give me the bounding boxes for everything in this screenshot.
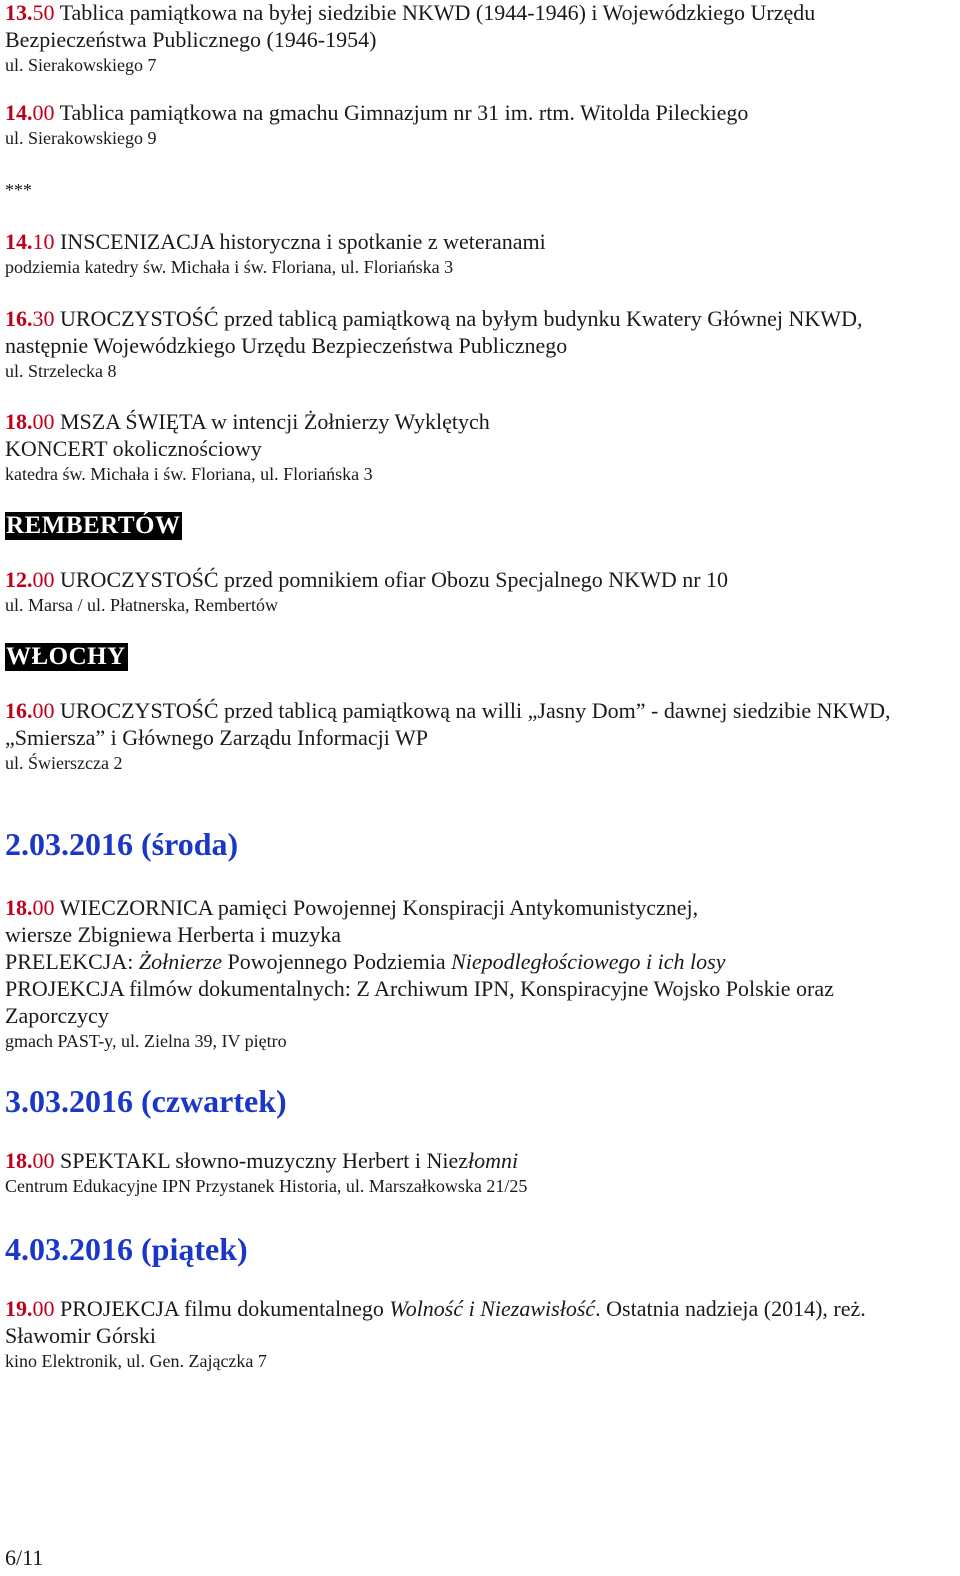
event-time: 16.30 xyxy=(5,306,55,331)
event-text: MSZA ŚWIĘTA w intencji Żołnierzy Wyklętych xyxy=(60,409,490,434)
event-text: UROCZYSTOŚĆ przed tablicą pamiątkową na byłym budynku Kwatery Głównej NKWD, xyxy=(60,306,863,331)
event-time: 13.50 xyxy=(5,0,55,25)
event-text: Tablica pamiątkowa na byłej siedzibie NKWD (1944-1946) i Wojewódzkiego Urzędu xyxy=(59,0,816,25)
event-time: 14.10 xyxy=(5,229,55,254)
event-4 xyxy=(5,305,862,383)
district-heading-rembertow xyxy=(5,512,182,540)
event-text: Zaporczycy xyxy=(5,1003,109,1028)
event-time: 19.00 xyxy=(5,1296,55,1321)
event-time: 16.00 xyxy=(5,698,55,723)
event-text: INSCENIZACJA historyczna i spotkanie z weteranami xyxy=(60,229,546,254)
event-8 xyxy=(5,894,834,1053)
event-address: kino Elektronik, ul. Gen. Zajączka 7 xyxy=(5,1351,267,1371)
separator: *** xyxy=(5,180,32,200)
event-address: ul. Marsa / ul. Płatnerska, Rembertów xyxy=(5,595,278,615)
event-time: 18.00 xyxy=(5,895,55,920)
event-address: ul. Strzelecka 8 xyxy=(5,361,117,381)
district-label: WŁOCHY xyxy=(6,643,126,670)
event-time: 14.00 xyxy=(5,100,55,125)
event-1 xyxy=(5,0,815,77)
event-text: Sławomir Górski xyxy=(5,1323,156,1348)
event-text: Bezpieczeństwa Publicznego (1946-1954) xyxy=(5,27,377,52)
event-address: podziemia katedry św. Michała i św. Floriana, ul. Floriańska 3 xyxy=(5,257,454,277)
event-text: „Smiersza” i Głównego Zarządu Informacji WP xyxy=(5,725,428,750)
event-address: ul. Sierakowskiego 9 xyxy=(5,128,157,148)
event-text-italic: Wolność i Niezawisłość xyxy=(389,1296,596,1321)
event-5 xyxy=(5,408,490,486)
event-3 xyxy=(5,228,546,279)
event-address: katedra św. Michała i św. Floriana, ul. Floriańska 3 xyxy=(5,464,373,484)
date-heading: 4.03.2016 (piątek) xyxy=(5,1231,248,1267)
event-text: wiersze Zbigniewa Herberta i muzyka xyxy=(5,922,341,947)
page-number: 6/11 xyxy=(5,1545,44,1570)
date-heading: 2.03.2016 (środa) xyxy=(5,826,239,862)
event-text: . Ostatnia nadzieja (2014), reż. xyxy=(595,1296,866,1321)
event-7 xyxy=(5,697,891,775)
event-text: SPEKTAKL słowno-muzyczny Herbert i Niez xyxy=(60,1148,468,1173)
event-address: Centrum Edukacyjne IPN Przystanek Historia, ul. Marszałkowska 21/25 xyxy=(5,1176,528,1196)
event-text: PROJEKCJA filmów dokumentalnych: Z Archiwum IPN, Konspiracyjne Wojsko Polskie oraz xyxy=(5,976,834,1001)
event-time: 18.00 xyxy=(5,1148,55,1173)
event-text: PROJEKCJA filmu dokumentalnego xyxy=(60,1296,390,1321)
event-text: Tablica pamiątkowa na gmachu Gimnazjum nr 31 im. rtm. Witolda Pileckiego xyxy=(59,100,749,125)
event-text: PRELEKCJA: Żołnierze Powojennego Podziemia Niepodległościowego i ich losy xyxy=(5,949,726,974)
event-text: KONCERT okolicznościowy xyxy=(5,436,262,461)
event-address: gmach PAST-y, ul. Zielna 39, IV piętro xyxy=(5,1031,287,1051)
event-6 xyxy=(5,566,728,617)
event-text: UROCZYSTOŚĆ przed tablicą pamiątkową na willi „Jasny Dom” - dawnej siedzibie NKWD, xyxy=(60,698,891,723)
event-text-italic: łomni xyxy=(468,1148,519,1173)
event-text: UROCZYSTOŚĆ przed pomnikiem ofiar Obozu Specjalnego NKWD nr 10 xyxy=(60,567,729,592)
event-address: ul. Świerszcza 2 xyxy=(5,753,123,773)
event-2 xyxy=(5,99,748,150)
district-heading-wlochy xyxy=(5,643,128,671)
event-text: WIECZORNICA pamięci Powojennej Konspiracji Antykomunistycznej, xyxy=(59,895,699,920)
date-heading: 3.03.2016 (czwartek) xyxy=(5,1083,287,1119)
district-label: REMBERTÓW xyxy=(6,512,181,539)
event-time: 12.00 xyxy=(5,567,55,592)
event-9 xyxy=(5,1147,527,1198)
event-10 xyxy=(5,1295,866,1373)
event-text: następnie Wojewódzkiego Urzędu Bezpieczeństwa Publicznego xyxy=(5,333,568,358)
event-address: ul. Sierakowskiego 7 xyxy=(5,55,157,75)
event-time: 18.00 xyxy=(5,409,55,434)
